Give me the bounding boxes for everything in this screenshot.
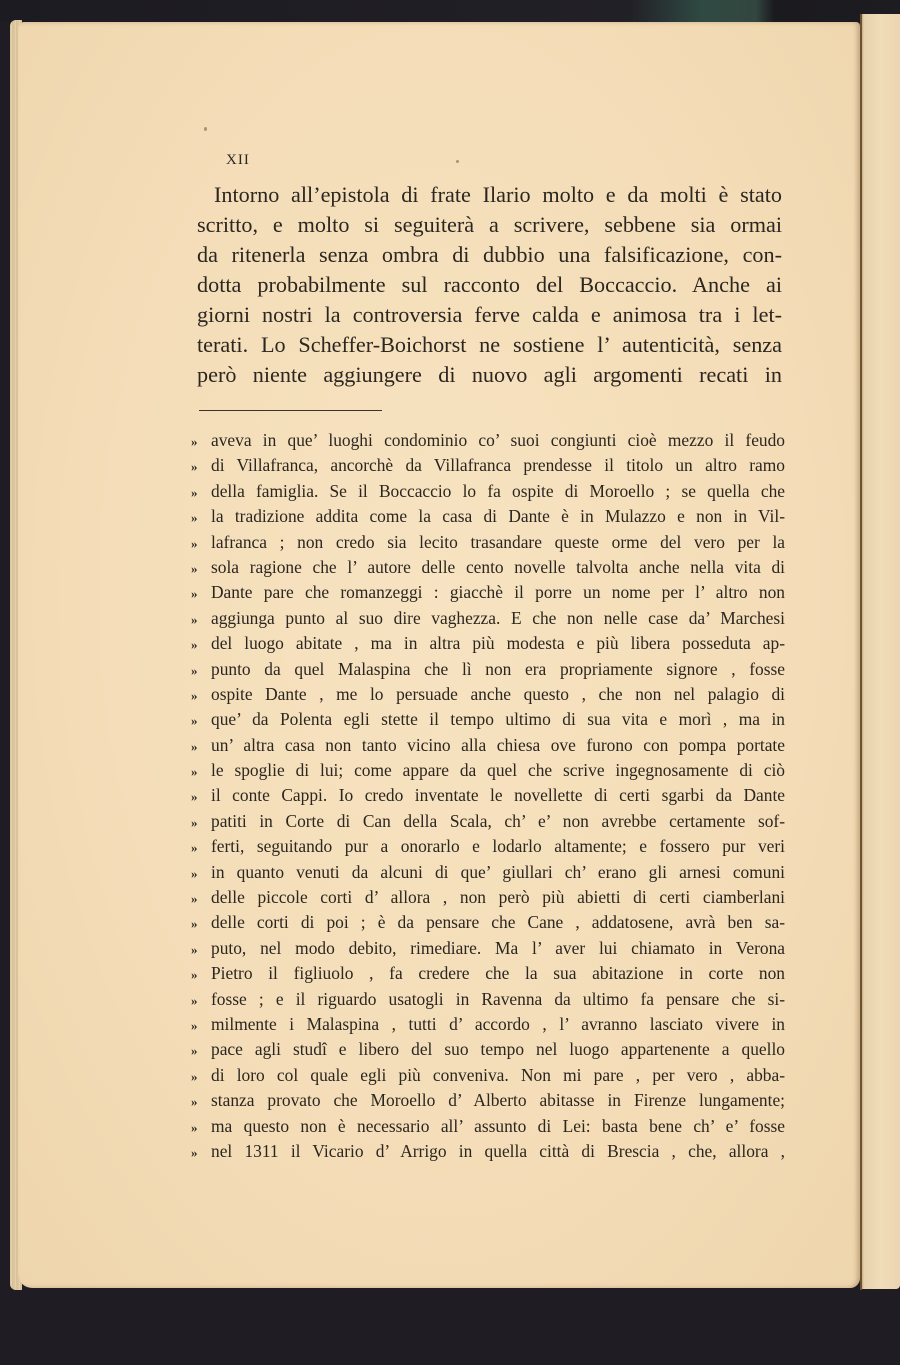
footnote-line bbox=[191, 1114, 785, 1139]
footnote-line bbox=[191, 530, 785, 555]
footnote-line bbox=[191, 1037, 785, 1062]
footnote-line-text: di Villafranca, ancorchè da Villafranca prendesse il titolo un altro ramo bbox=[211, 455, 785, 476]
quote-mark-icon: » bbox=[191, 992, 198, 1008]
quote-mark-icon: » bbox=[191, 840, 198, 856]
quote-mark-icon: » bbox=[191, 1017, 198, 1033]
footnote-line-text: aggiunga punto al suo dire vaghezza. E che non nelle case da’ Marchesi bbox=[211, 607, 785, 628]
quote-mark-icon: » bbox=[191, 789, 198, 805]
body-line: Intorno all’epistola di frate Ilario molto e da molti è stato bbox=[214, 182, 782, 207]
footnote-line-text: nel 1311 il Vicario d’ Arrigo in quella città di Brescia , che, allora , bbox=[211, 1140, 785, 1161]
main-paragraph bbox=[197, 180, 782, 390]
footnote-line-text: Dante pare che romanzeggi : giacchè il porre un nome per l’ altro non bbox=[211, 582, 785, 603]
facing-page-edge bbox=[861, 14, 900, 1289]
quote-mark-icon: » bbox=[191, 738, 198, 754]
quote-mark-icon: » bbox=[191, 662, 198, 678]
footnote-line bbox=[191, 479, 785, 504]
quote-mark-icon: » bbox=[191, 611, 198, 627]
quote-mark-icon: » bbox=[191, 1094, 198, 1110]
gutter-fold bbox=[860, 14, 862, 1290]
quote-mark-icon: » bbox=[191, 764, 198, 780]
scan-background bbox=[0, 0, 900, 22]
footnote-line bbox=[191, 1012, 785, 1037]
footnote-line bbox=[191, 885, 785, 910]
footnote-line-text: que’ da Polenta egli stette il tempo ultimo di sua vita e morì , ma in bbox=[211, 709, 785, 730]
footnote-line bbox=[191, 783, 785, 808]
footnote-line bbox=[191, 682, 785, 707]
footnote-line-text: del luogo abitate , ma in altra più modesta e più libera posseduta ap- bbox=[211, 633, 785, 654]
quote-mark-icon: » bbox=[191, 484, 198, 500]
footnote-line bbox=[191, 809, 785, 834]
quote-mark-icon: » bbox=[191, 916, 198, 932]
footnote-line-text: delle corti di poi ; è da pensare che Cane , addatosene, avrà ben sa- bbox=[211, 912, 785, 933]
footnote-line-text: puto, nel modo debito, rimediare. Ma l’ aver lui chiamato in Verona bbox=[211, 937, 785, 958]
footnote-line bbox=[191, 657, 785, 682]
quote-mark-icon: » bbox=[191, 535, 198, 551]
footnote-line-text: aveva in que’ luoghi condominio co’ suoi congiunti cioè mezzo il feudo bbox=[211, 430, 785, 450]
footnote-line-text: ospite Dante , me lo persuade anche questo , che non nel palagio di bbox=[211, 683, 785, 704]
footnote-line-text: patiti in Corte di Can della Scala, ch’ e’ non avrebbe certamente sof- bbox=[211, 810, 785, 831]
quote-mark-icon: » bbox=[191, 560, 198, 576]
quote-mark-icon: » bbox=[191, 1119, 198, 1135]
body-line: terati. Lo Scheffer-Boichorst ne sostiene l’ autenticità, senza bbox=[197, 332, 782, 357]
footnote-line bbox=[191, 1139, 785, 1164]
quote-mark-icon: » bbox=[191, 1043, 198, 1059]
footnote-line-text: il conte Cappi. Io credo inventate le novellette di certi sgarbi da Dante bbox=[211, 785, 785, 806]
footnote-line-text: la tradizione addita come la casa di Dante è in Mulazzo e non in Vil- bbox=[211, 506, 785, 527]
footnote-line-text: milmente i Malaspina , tutti d’ accordo , l’ avranno lasciato vivere in bbox=[211, 1013, 785, 1034]
quote-mark-icon: » bbox=[191, 713, 198, 729]
footnote-line bbox=[191, 1088, 785, 1113]
quote-mark-icon: » bbox=[191, 967, 198, 983]
footnote-line-text: Pietro il figliuolo , fa credere che la sua abitazione in corte non bbox=[211, 963, 785, 984]
quote-mark-icon: » bbox=[191, 459, 198, 475]
footnote-line-text: di loro col quale egli più conveniva. Non mi pare , per vero , abba- bbox=[211, 1064, 785, 1085]
quote-mark-icon: » bbox=[191, 510, 198, 526]
footnote-line bbox=[191, 580, 785, 605]
body-line: giorni nostri la controversia ferve calda e animosa tra i let- bbox=[197, 302, 782, 327]
footnote-line-text: lafranca ; non credo sia lecito trasandare queste orme del vero per la bbox=[211, 531, 785, 552]
body-line: da ritenerla senza ombra di dubbio una falsificazione, con- bbox=[197, 242, 782, 267]
footnote-line bbox=[191, 860, 785, 885]
footnote-line bbox=[191, 428, 785, 453]
footnote-line bbox=[191, 961, 785, 986]
footnote-line bbox=[191, 834, 785, 859]
footnote-line-text: ma questo non è necessario all’ assunto di Lei: basta bene ch’ e’ fosse bbox=[211, 1115, 785, 1136]
footnote-line-text: in quanto venuti da alcuni di que’ giullari ch’ erano gli arnesi comuni bbox=[211, 861, 785, 882]
footnote-line-text: delle piccole corti d’ allora , non però più abietti di certi ciamberlani bbox=[211, 887, 785, 908]
footnote-line-text: sola ragione che l’ autore delle cento novelle talvolta anche nella vita di bbox=[211, 556, 785, 577]
footnote-line-text: pace agli studî e libero del suo tempo nel luogo appartenente a quello bbox=[211, 1039, 785, 1060]
quote-mark-icon: » bbox=[191, 891, 198, 907]
paper-speck bbox=[204, 127, 207, 131]
footnote-separator bbox=[199, 410, 382, 411]
quote-mark-icon: » bbox=[191, 586, 198, 602]
body-line: però niente aggiungere di nuovo agli argomenti recati in bbox=[197, 362, 782, 387]
footnote-line bbox=[191, 910, 785, 935]
quote-mark-icon: » bbox=[191, 814, 198, 830]
quote-mark-icon: » bbox=[191, 865, 198, 881]
footnote-line bbox=[191, 631, 785, 656]
quote-mark-icon: » bbox=[191, 687, 198, 703]
body-line: dotta probabilmente sul racconto del Boccaccio. Anche ai bbox=[197, 272, 782, 297]
quote-mark-icon: » bbox=[191, 637, 198, 653]
footnote-line-text: le spoglie di lui; come appare da quel che scrive ingegnosamente di ciò bbox=[211, 760, 785, 781]
page-number: XII bbox=[226, 152, 250, 168]
footnote-line bbox=[191, 606, 785, 631]
footnote-line bbox=[191, 707, 785, 732]
quote-mark-icon: » bbox=[191, 941, 198, 957]
footnote-line bbox=[191, 987, 785, 1012]
footnote-line bbox=[191, 453, 785, 478]
footnote-line-text: ferti, seguitando pur a onorarlo e lodarlo altamente; e fossero pur veri bbox=[211, 836, 785, 857]
quote-mark-icon: » bbox=[191, 1068, 198, 1084]
paper-speck bbox=[456, 160, 459, 163]
footnote-line-text: un’ altra casa non tanto vicino alla chiesa ove furono con pompa portate bbox=[211, 734, 785, 755]
quote-mark-icon: » bbox=[191, 434, 198, 449]
footnote-line-text: fosse ; e il riguardo usatogli in Ravenna da ultimo fa pensare che si- bbox=[211, 988, 785, 1009]
footnote-line-text: punto da quel Malaspina che lì non era propriamente signore , fosse bbox=[211, 658, 785, 679]
footnote-line-text: stanza provato che Moroello d’ Alberto abitasse in Firenze lungamente; bbox=[211, 1090, 785, 1111]
footnote-block bbox=[191, 428, 785, 1164]
footnote-line bbox=[191, 733, 785, 758]
footnote-line-text: della famiglia. Se il Boccaccio lo fa ospite di Moroello ; se quella che bbox=[211, 480, 785, 501]
footnote-line bbox=[191, 1063, 785, 1088]
quote-mark-icon: » bbox=[191, 1144, 198, 1160]
footnote-line bbox=[191, 936, 785, 961]
footnote-line bbox=[191, 758, 785, 783]
body-line: scritto, e molto si seguiterà a scrivere, sebbene sia ormai bbox=[197, 212, 782, 237]
footnote-line bbox=[191, 555, 785, 580]
footnote-line bbox=[191, 504, 785, 529]
